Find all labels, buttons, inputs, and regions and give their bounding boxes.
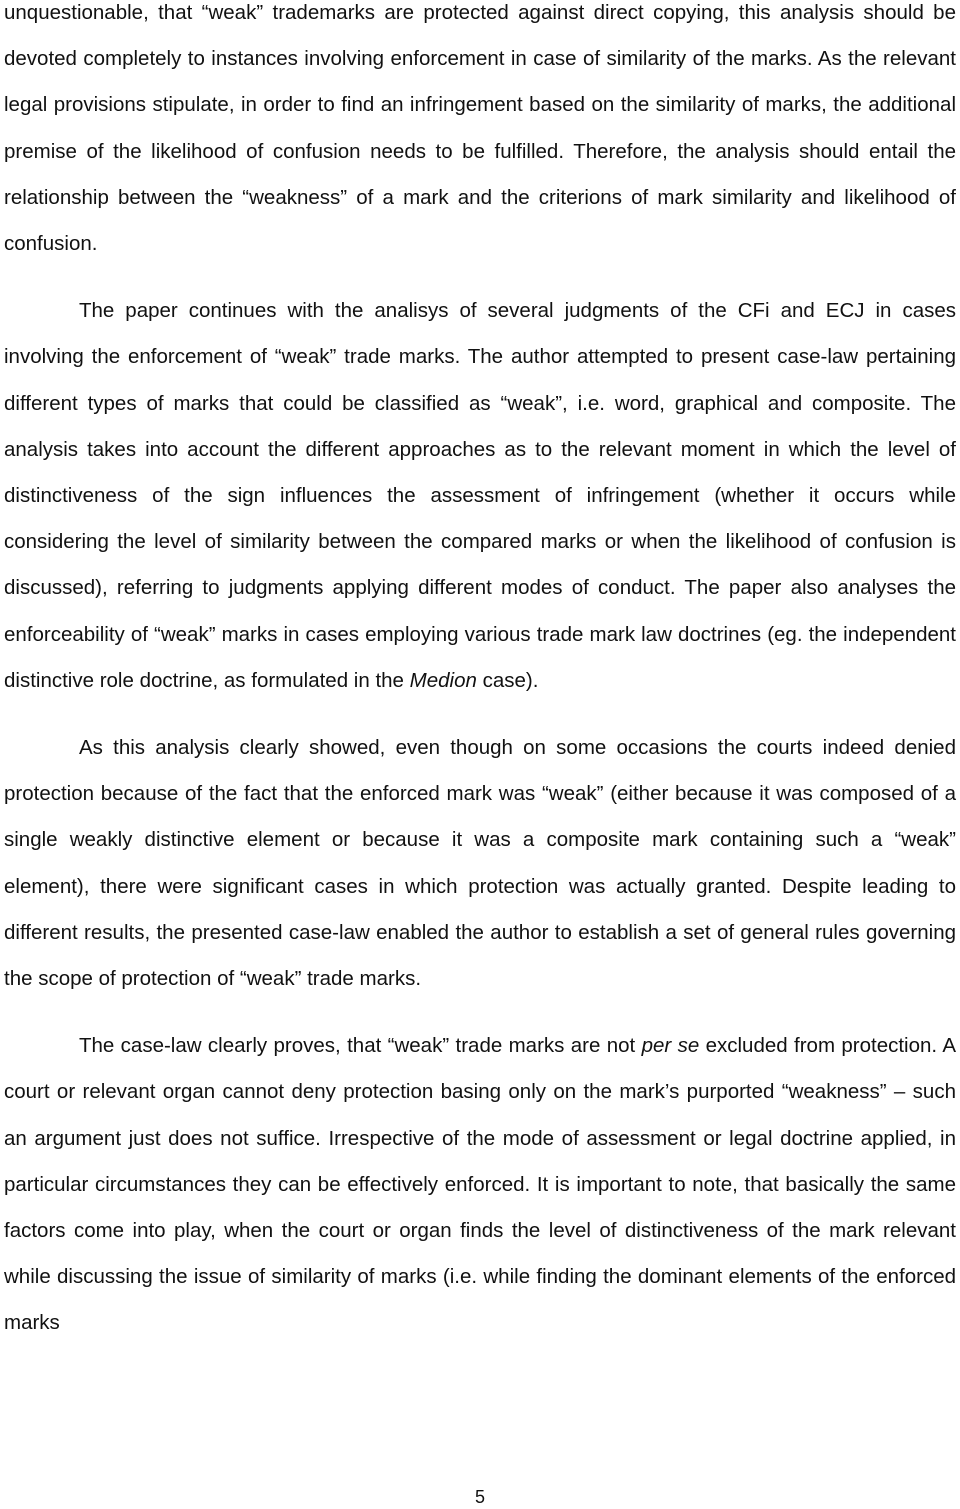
body-text: [4, 0, 956, 1347]
paragraph-2-text-end: case).: [476, 668, 539, 692]
latin-term-per-se: per se: [641, 1034, 700, 1058]
paragraph-2: [4, 288, 956, 704]
paragraph-1-text: unquestionable, that “weak” trademarks are protected against direct copying, this analysis should be devoted completely to instances involving enforcement in case of similarity of the marks. As the relevant legal provisions stipulate, in order to find an infringement based on the similarity of marks, the additional premise of the likelihood of confusion needs to be fulfilled. Therefore, the analysis should entail the relationship between the “weakness” of a mark and the criterions of mark similarity and likelihood of confusion.: [4, 1, 956, 256]
paragraph-4: [4, 1023, 956, 1346]
page-number: 5: [474, 1487, 485, 1507]
paragraph-4-text: The case-law clearly proves, that “weak” trade marks are not: [79, 1034, 642, 1058]
paragraph-4-text-end: excluded from protection. A court or relevant organ cannot deny protection basing only on the mark’s purported “weakness” – such an argument just does not suffice. Irrespective of the mode of assessment or legal doctrine applied, in particular circumstances they can be effectively enforced. It is important to note, that basically the same factors come into play, when the court or organ finds the level of distinctiveness of the mark relevant while discussing the issue of similarity of marks (i.e. while finding the dominant elements of the enforced marks: [4, 1034, 956, 1335]
paragraph-2-text: The paper continues with the analisys of several judgments of the CFi and ECJ in cases involving the enforcement of “weak” trade marks. The author attempted to present case-law pertaining different types of marks that could be classified as “weak”, i.e. word, graphical and composite. The analysis takes into account the different approaches as to the relevant moment in which the level of distinctiveness of the sign influences the assessment of infringement (whether it occurs while considering the level of similarity between the compared marks or when the likelihood of confusion is discussed), referring to judgments applying different modes of conduct. The paper also analyses the enforceability of “weak” marks in cases employing various trade mark law doctrines (eg. the independent distinctive role doctrine, as formulated in the: [4, 299, 956, 692]
paragraph-1: [4, 0, 956, 267]
case-name-medion: Medion: [409, 668, 477, 692]
paragraph-3-text: As this analysis clearly showed, even though on some occasions the courts indeed denied protection because of the fact that the enforced mark was “weak” (either because it was composed of a single weakly distinctive element or because it was a composite mark containing such a “weak” element), there were significant cases in which protection was actually granted. Despite leading to different results, the presented case-law enabled the author to establish a set of general rules governing the scope of protection of “weak” trade marks.: [4, 736, 956, 991]
paragraph-3: [4, 725, 956, 1002]
